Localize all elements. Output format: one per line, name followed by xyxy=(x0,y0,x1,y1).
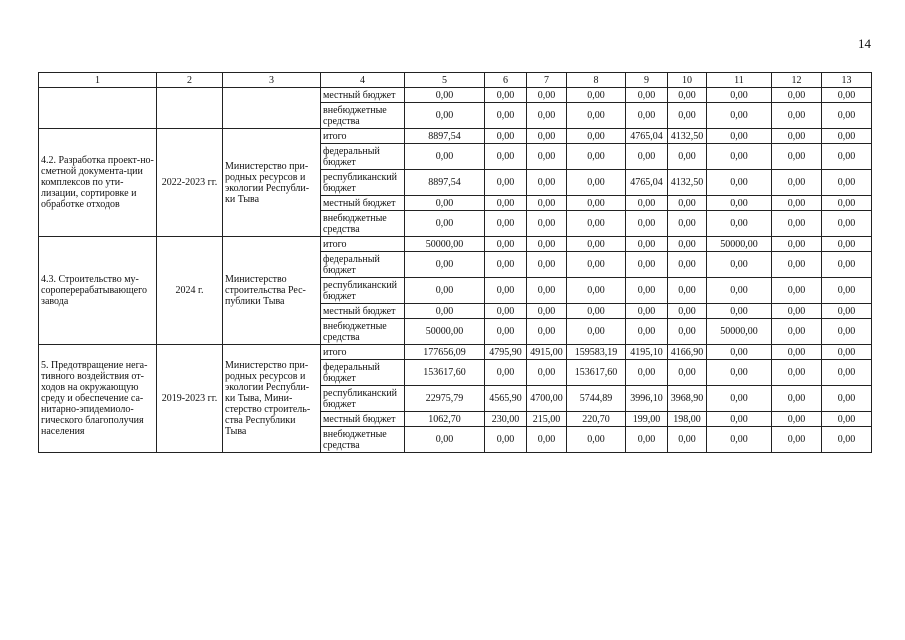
amount-cell: 0,00 xyxy=(485,170,527,196)
column-header: 5 xyxy=(405,73,485,88)
amount-cell: 0,00 xyxy=(626,304,668,319)
amount-cell: 0,00 xyxy=(707,304,772,319)
amount-cell: 0,00 xyxy=(822,360,872,386)
amount-cell: 0,00 xyxy=(527,427,567,453)
amount-cell: 0,00 xyxy=(567,170,626,196)
amount-cell: 0,00 xyxy=(707,103,772,129)
funding-source: федеральный бюджет xyxy=(321,252,405,278)
amount-cell: 0,00 xyxy=(626,360,668,386)
amount-cell: 50000,00 xyxy=(405,237,485,252)
amount-cell: 4132,50 xyxy=(668,129,707,144)
column-header: 4 xyxy=(321,73,405,88)
amount-cell: 0,00 xyxy=(405,144,485,170)
amount-cell: 0,00 xyxy=(485,427,527,453)
amount-cell: 22975,79 xyxy=(405,386,485,412)
amount-cell: 0,00 xyxy=(527,88,567,103)
amount-cell: 0,00 xyxy=(405,103,485,129)
funding-source: республиканский бюджет xyxy=(321,170,405,196)
budget-table xyxy=(38,72,872,453)
table-row xyxy=(39,237,872,252)
amount-cell: 0,00 xyxy=(567,88,626,103)
measure-description: 4.3. Строительство му-сороперерабатывающего завода xyxy=(39,237,157,345)
column-header: 2 xyxy=(157,73,223,88)
amount-cell: 0,00 xyxy=(527,103,567,129)
column-header: 6 xyxy=(485,73,527,88)
amount-cell: 4765,04 xyxy=(626,129,668,144)
amount-cell: 0,00 xyxy=(822,129,872,144)
amount-cell: 0,00 xyxy=(527,237,567,252)
amount-cell: 0,00 xyxy=(527,304,567,319)
amount-cell: 0,00 xyxy=(707,412,772,427)
measure-period xyxy=(157,88,223,129)
amount-cell: 0,00 xyxy=(567,129,626,144)
amount-cell: 3968,90 xyxy=(668,386,707,412)
amount-cell: 0,00 xyxy=(668,103,707,129)
amount-cell: 0,00 xyxy=(485,103,527,129)
funding-source: местный бюджет xyxy=(321,88,405,103)
amount-cell: 0,00 xyxy=(567,144,626,170)
amount-cell: 0,00 xyxy=(668,144,707,170)
amount-cell: 0,00 xyxy=(772,412,822,427)
amount-cell: 230,00 xyxy=(485,412,527,427)
amount-cell: 177656,09 xyxy=(405,345,485,360)
amount-cell: 0,00 xyxy=(822,386,872,412)
amount-cell: 4700,00 xyxy=(527,386,567,412)
amount-cell: 0,00 xyxy=(772,278,822,304)
funding-source: федеральный бюджет xyxy=(321,360,405,386)
funding-source: итого xyxy=(321,237,405,252)
amount-cell: 0,00 xyxy=(405,427,485,453)
amount-cell: 0,00 xyxy=(822,278,872,304)
amount-cell: 0,00 xyxy=(772,304,822,319)
table-body xyxy=(39,88,872,453)
amount-cell: 0,00 xyxy=(405,252,485,278)
funding-source: федеральный бюджет xyxy=(321,144,405,170)
funding-source: республиканский бюджет xyxy=(321,278,405,304)
table-row xyxy=(39,345,872,360)
amount-cell: 0,00 xyxy=(668,427,707,453)
amount-cell: 159583,19 xyxy=(567,345,626,360)
amount-cell: 5744,89 xyxy=(567,386,626,412)
funding-source: местный бюджет xyxy=(321,304,405,319)
amount-cell: 0,00 xyxy=(567,237,626,252)
funding-source: внебюджетные средства xyxy=(321,427,405,453)
amount-cell: 0,00 xyxy=(527,144,567,170)
amount-cell: 0,00 xyxy=(822,319,872,345)
amount-cell: 0,00 xyxy=(707,360,772,386)
amount-cell: 0,00 xyxy=(485,129,527,144)
column-header: 3 xyxy=(223,73,321,88)
amount-cell: 0,00 xyxy=(822,252,872,278)
funding-source: местный бюджет xyxy=(321,412,405,427)
measure-description: 4.2. Разработка проект-но-сметной документа-ции комплексов по ути-лизации, сортировке и обработке отходов xyxy=(39,129,157,237)
amount-cell: 8897,54 xyxy=(405,129,485,144)
amount-cell: 0,00 xyxy=(567,211,626,237)
amount-cell: 0,00 xyxy=(772,88,822,103)
amount-cell: 0,00 xyxy=(822,237,872,252)
column-header: 9 xyxy=(626,73,668,88)
measure-description: 5. Предотвращение нега-тивного воздействия от-ходов на окружающую среду и обеспечение са-нитарно-эпидемиоло-гического благополучия населения xyxy=(39,345,157,453)
amount-cell: 0,00 xyxy=(822,211,872,237)
funding-source: местный бюджет xyxy=(321,196,405,211)
amount-cell: 0,00 xyxy=(527,319,567,345)
amount-cell: 0,00 xyxy=(772,129,822,144)
amount-cell: 0,00 xyxy=(707,211,772,237)
amount-cell: 0,00 xyxy=(668,237,707,252)
amount-cell: 0,00 xyxy=(626,237,668,252)
measure-executor: Министерство при-родных ресурсов и экологии Республи-ки Тыва, Мини-стерство строитель-ства Республики Тыва xyxy=(223,345,321,453)
amount-cell: 153617,60 xyxy=(405,360,485,386)
amount-cell: 4795,90 xyxy=(485,345,527,360)
amount-cell: 0,00 xyxy=(626,88,668,103)
page-number: 14 xyxy=(858,36,871,51)
table-row xyxy=(39,88,872,103)
amount-cell: 220,70 xyxy=(567,412,626,427)
amount-cell: 0,00 xyxy=(822,427,872,453)
amount-cell: 0,00 xyxy=(626,427,668,453)
measure-period: 2022-2023 гг. xyxy=(157,129,223,237)
measure-executor xyxy=(223,88,321,129)
amount-cell: 0,00 xyxy=(668,319,707,345)
amount-cell: 50000,00 xyxy=(707,319,772,345)
amount-cell: 0,00 xyxy=(707,144,772,170)
amount-cell: 0,00 xyxy=(527,252,567,278)
amount-cell: 0,00 xyxy=(567,319,626,345)
amount-cell: 0,00 xyxy=(668,360,707,386)
amount-cell: 0,00 xyxy=(772,360,822,386)
amount-cell: 0,00 xyxy=(405,211,485,237)
amount-cell: 0,00 xyxy=(405,88,485,103)
column-header: 11 xyxy=(707,73,772,88)
amount-cell: 0,00 xyxy=(707,170,772,196)
amount-cell: 0,00 xyxy=(822,304,872,319)
amount-cell: 0,00 xyxy=(567,427,626,453)
funding-source: итого xyxy=(321,345,405,360)
amount-cell: 0,00 xyxy=(668,252,707,278)
amount-cell: 4195,10 xyxy=(626,345,668,360)
column-header: 1 xyxy=(39,73,157,88)
measure-executor: Министерство при-родных ресурсов и экологии Республи-ки Тыва xyxy=(223,129,321,237)
amount-cell: 0,00 xyxy=(567,103,626,129)
amount-cell: 0,00 xyxy=(485,304,527,319)
amount-cell: 8897,54 xyxy=(405,170,485,196)
amount-cell: 0,00 xyxy=(485,196,527,211)
amount-cell: 0,00 xyxy=(822,345,872,360)
amount-cell: 50000,00 xyxy=(707,237,772,252)
amount-cell: 0,00 xyxy=(668,304,707,319)
amount-cell: 215,00 xyxy=(527,412,567,427)
funding-source: итого xyxy=(321,129,405,144)
measure-description xyxy=(39,88,157,129)
measure-period: 2019-2023 гг. xyxy=(157,345,223,453)
amount-cell: 0,00 xyxy=(485,211,527,237)
amount-cell: 0,00 xyxy=(707,129,772,144)
funding-source: республиканский бюджет xyxy=(321,386,405,412)
amount-cell: 0,00 xyxy=(527,211,567,237)
amount-cell: 0,00 xyxy=(527,196,567,211)
amount-cell: 0,00 xyxy=(567,304,626,319)
amount-cell: 0,00 xyxy=(822,88,872,103)
amount-cell: 0,00 xyxy=(626,144,668,170)
amount-cell: 4166,90 xyxy=(668,345,707,360)
amount-cell: 0,00 xyxy=(405,278,485,304)
table-header-row xyxy=(39,73,872,88)
amount-cell: 3996,10 xyxy=(626,386,668,412)
amount-cell: 0,00 xyxy=(485,278,527,304)
column-header: 8 xyxy=(567,73,626,88)
amount-cell: 0,00 xyxy=(772,386,822,412)
amount-cell: 0,00 xyxy=(527,360,567,386)
amount-cell: 0,00 xyxy=(668,196,707,211)
amount-cell: 0,00 xyxy=(626,319,668,345)
amount-cell: 0,00 xyxy=(822,170,872,196)
amount-cell: 0,00 xyxy=(707,88,772,103)
column-header: 7 xyxy=(527,73,567,88)
measure-executor: Министерство строительства Рес-публики Тыва xyxy=(223,237,321,345)
amount-cell: 0,00 xyxy=(626,103,668,129)
amount-cell: 0,00 xyxy=(707,278,772,304)
amount-cell: 0,00 xyxy=(485,252,527,278)
funding-source: внебюджетные средства xyxy=(321,319,405,345)
amount-cell: 0,00 xyxy=(405,196,485,211)
amount-cell: 0,00 xyxy=(772,170,822,196)
amount-cell: 0,00 xyxy=(668,88,707,103)
amount-cell: 0,00 xyxy=(626,252,668,278)
amount-cell: 0,00 xyxy=(405,304,485,319)
amount-cell: 0,00 xyxy=(822,103,872,129)
amount-cell: 0,00 xyxy=(485,360,527,386)
amount-cell: 0,00 xyxy=(707,345,772,360)
amount-cell: 0,00 xyxy=(527,129,567,144)
amount-cell: 0,00 xyxy=(772,196,822,211)
amount-cell: 0,00 xyxy=(772,237,822,252)
amount-cell: 0,00 xyxy=(626,211,668,237)
column-header: 10 xyxy=(668,73,707,88)
amount-cell: 0,00 xyxy=(485,237,527,252)
amount-cell: 4915,00 xyxy=(527,345,567,360)
amount-cell: 153617,60 xyxy=(567,360,626,386)
amount-cell: 0,00 xyxy=(527,170,567,196)
amount-cell: 0,00 xyxy=(822,412,872,427)
funding-source: внебюджетные средства xyxy=(321,103,405,129)
amount-cell: 0,00 xyxy=(822,144,872,170)
amount-cell: 1062,70 xyxy=(405,412,485,427)
amount-cell: 0,00 xyxy=(668,211,707,237)
column-header: 12 xyxy=(772,73,822,88)
amount-cell: 0,00 xyxy=(527,278,567,304)
amount-cell: 198,00 xyxy=(668,412,707,427)
amount-cell: 0,00 xyxy=(772,103,822,129)
amount-cell: 0,00 xyxy=(485,144,527,170)
amount-cell: 0,00 xyxy=(772,252,822,278)
amount-cell: 0,00 xyxy=(626,278,668,304)
amount-cell: 0,00 xyxy=(567,278,626,304)
amount-cell: 0,00 xyxy=(668,278,707,304)
amount-cell: 0,00 xyxy=(772,144,822,170)
amount-cell: 0,00 xyxy=(772,345,822,360)
column-header: 13 xyxy=(822,73,872,88)
funding-source: внебюджетные средства xyxy=(321,211,405,237)
amount-cell: 0,00 xyxy=(772,319,822,345)
measure-period: 2024 г. xyxy=(157,237,223,345)
table-row xyxy=(39,129,872,144)
amount-cell: 0,00 xyxy=(707,196,772,211)
amount-cell: 0,00 xyxy=(772,211,822,237)
amount-cell: 0,00 xyxy=(772,427,822,453)
amount-cell: 0,00 xyxy=(485,319,527,345)
amount-cell: 0,00 xyxy=(707,427,772,453)
amount-cell: 0,00 xyxy=(567,196,626,211)
amount-cell: 0,00 xyxy=(626,196,668,211)
amount-cell: 4565,90 xyxy=(485,386,527,412)
amount-cell: 50000,00 xyxy=(405,319,485,345)
amount-cell: 0,00 xyxy=(485,88,527,103)
amount-cell: 0,00 xyxy=(567,252,626,278)
amount-cell: 4765,04 xyxy=(626,170,668,196)
amount-cell: 0,00 xyxy=(707,386,772,412)
amount-cell: 199,00 xyxy=(626,412,668,427)
amount-cell: 0,00 xyxy=(822,196,872,211)
amount-cell: 4132,50 xyxy=(668,170,707,196)
amount-cell: 0,00 xyxy=(707,252,772,278)
